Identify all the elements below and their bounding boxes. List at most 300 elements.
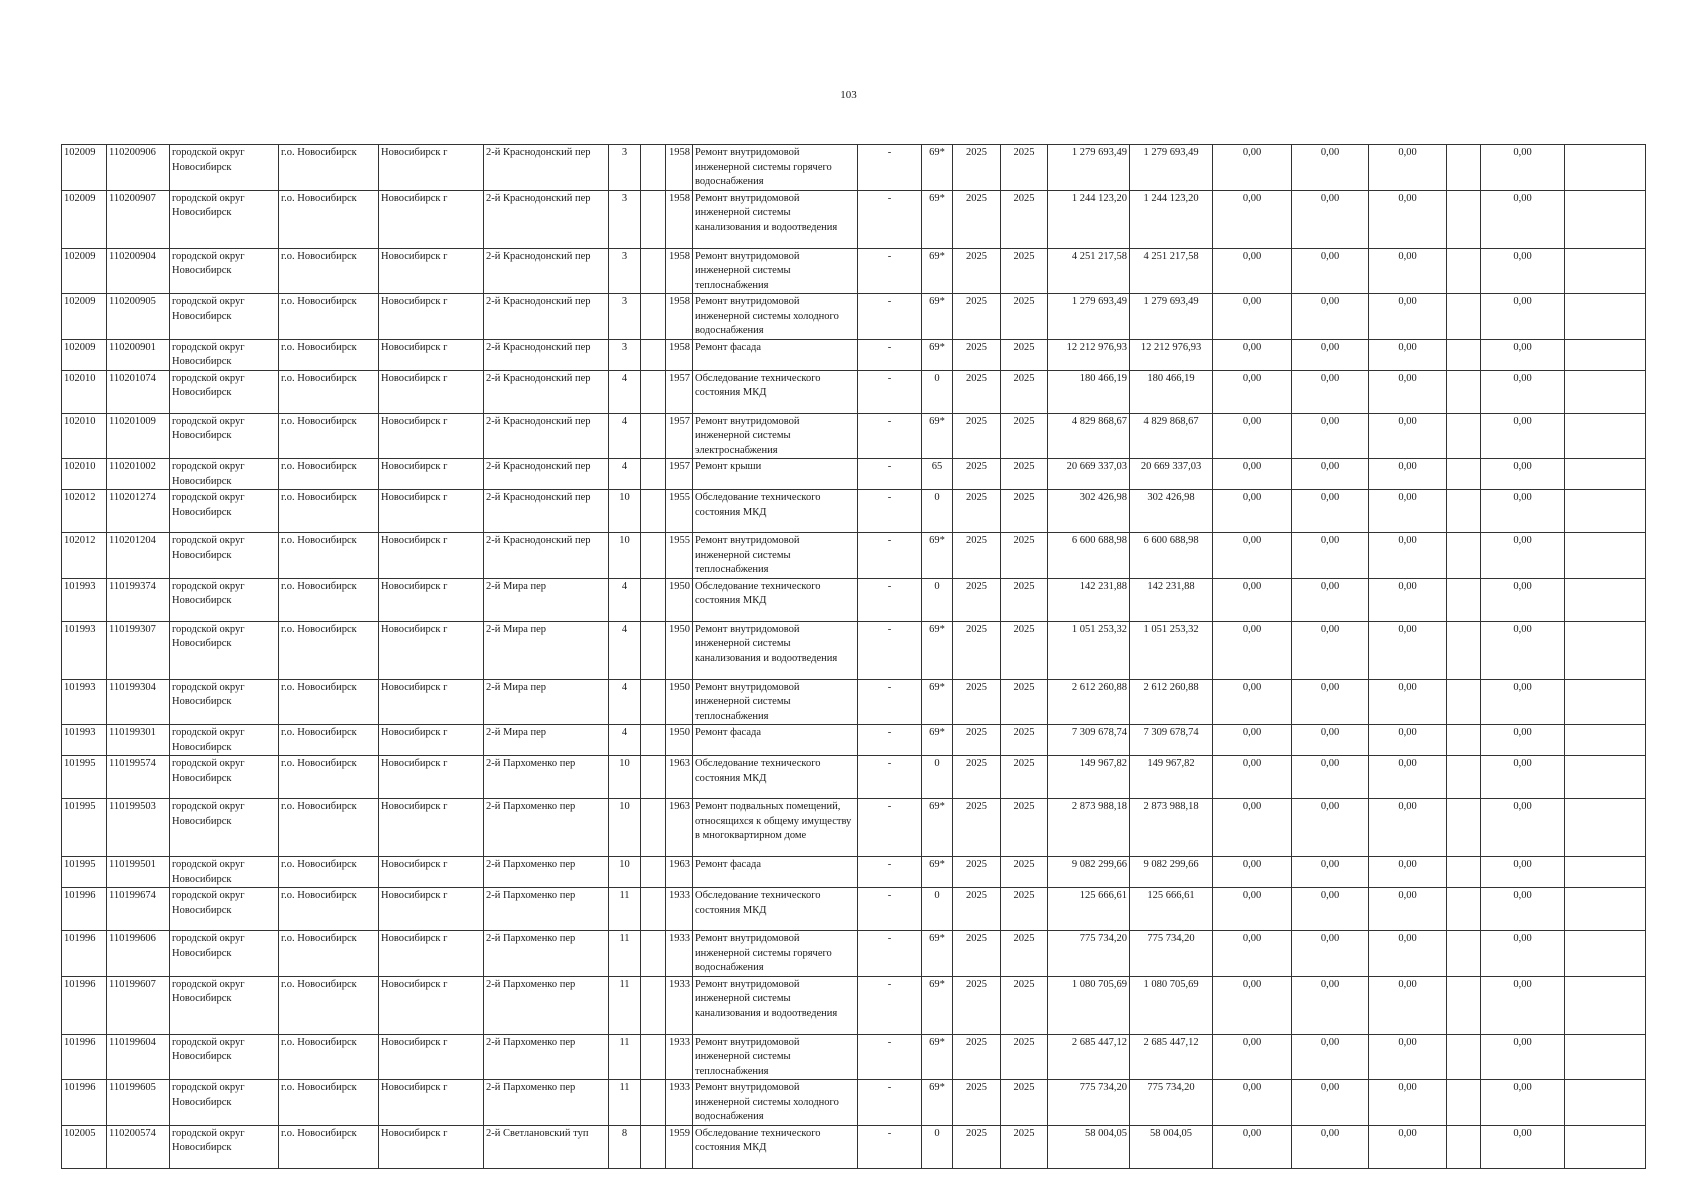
cell-total-cost: 4 251 217,58 [1048,248,1130,294]
cell-work-type: Ремонт внутридомовой инженерной системы канализования и водоотведения [693,190,858,248]
cell-house-number: 10 [609,533,641,579]
cell-housing [641,578,666,621]
cell-district: г.о. Новосибирск [279,1080,379,1126]
cell-housing [641,145,666,191]
cell-end-year: 2025 [1001,931,1048,977]
cell-work-type: Ремонт внутридомовой инженерной системы теплоснабжения [693,533,858,579]
cell-wear-percent: 69* [922,145,953,191]
cell-work-type: Ремонт подвальных помещений, относящихся к общему имуществу в многоквартирном доме [693,799,858,857]
cell-street: 2-й Краснодонский пер [484,459,609,490]
cell-street: 2-й Пархоменко пер [484,888,609,931]
cell-reserve [1447,621,1481,679]
cell-note [1565,413,1646,459]
cell-owners-funds: 0,00 [1481,190,1565,248]
cell-house-number: 11 [609,976,641,1034]
cell-total-cost: 775 734,20 [1048,931,1130,977]
cell-budget-regional: 0,00 [1292,888,1369,931]
cell-house-number: 4 [609,459,641,490]
cell-start-year: 2025 [953,756,1001,799]
cell-work-id: 110200905 [107,294,170,340]
cell-municipality: городской округ Новосибирск [170,248,279,294]
cell-start-year: 2025 [953,857,1001,888]
cell-work-type: Ремонт внутридомовой инженерной системы теплоснабжения [693,1034,858,1080]
cell-owners-funds: 0,00 [1481,1034,1565,1080]
cell-end-year: 2025 [1001,1080,1048,1126]
cell-start-year: 2025 [953,1034,1001,1080]
cell-reserve [1447,533,1481,579]
cell-fund-cost: 125 666,61 [1130,888,1213,931]
cell-municipality: городской округ Новосибирск [170,679,279,725]
cell-budget-local: 0,00 [1369,799,1447,857]
cell-start-year: 2025 [953,1125,1001,1168]
cell-owners-funds: 0,00 [1481,679,1565,725]
cell-start-year: 2025 [953,578,1001,621]
cell-housing [641,756,666,799]
cell-house-number: 4 [609,725,641,756]
cell-owners-funds: 0,00 [1481,459,1565,490]
cell-municipality: городской округ Новосибирск [170,145,279,191]
cell-reserve [1447,1034,1481,1080]
cell-municipality: городской округ Новосибирск [170,370,279,413]
cell-street: 2-й Пархоменко пер [484,756,609,799]
cell-unit: - [858,621,922,679]
cell-city: Новосибирск г [379,248,484,294]
cell-work-id: 110199574 [107,756,170,799]
table-row [62,725,1646,756]
cell-municipality: городской округ Новосибирск [170,756,279,799]
cell-budget-federal: 0,00 [1213,339,1292,370]
cell-budget-regional: 0,00 [1292,799,1369,857]
cell-fund-cost: 775 734,20 [1130,931,1213,977]
cell-city: Новосибирск г [379,621,484,679]
table-row [62,976,1646,1034]
cell-year-built: 1963 [666,799,693,857]
cell-budget-local: 0,00 [1369,459,1447,490]
cell-work-id: 110201204 [107,533,170,579]
cell-municipality: городской округ Новосибирск [170,1080,279,1126]
cell-end-year: 2025 [1001,756,1048,799]
cell-unit: - [858,339,922,370]
cell-total-cost: 775 734,20 [1048,1080,1130,1126]
cell-end-year: 2025 [1001,1034,1048,1080]
cell-fund-cost: 302 426,98 [1130,490,1213,533]
cell-work-id: 110199503 [107,799,170,857]
cell-wear-percent: 69* [922,1080,953,1126]
cell-housing [641,533,666,579]
cell-budget-regional: 0,00 [1292,533,1369,579]
cell-reserve [1447,931,1481,977]
cell-note [1565,190,1646,248]
cell-total-cost: 142 231,88 [1048,578,1130,621]
cell-budget-federal: 0,00 [1213,888,1292,931]
cell-fund-cost: 149 967,82 [1130,756,1213,799]
cell-budget-local: 0,00 [1369,294,1447,340]
cell-building-id: 102012 [62,490,107,533]
cell-district: г.о. Новосибирск [279,145,379,191]
cell-end-year: 2025 [1001,1125,1048,1168]
cell-wear-percent: 69* [922,799,953,857]
cell-city: Новосибирск г [379,459,484,490]
cell-budget-local: 0,00 [1369,679,1447,725]
cell-district: г.о. Новосибирск [279,1034,379,1080]
cell-house-number: 10 [609,857,641,888]
cell-work-id: 110199607 [107,976,170,1034]
cell-owners-funds: 0,00 [1481,931,1565,977]
cell-note [1565,857,1646,888]
cell-unit: - [858,756,922,799]
cell-building-id: 102012 [62,533,107,579]
cell-budget-federal: 0,00 [1213,931,1292,977]
cell-work-id: 110200574 [107,1125,170,1168]
cell-start-year: 2025 [953,1080,1001,1126]
cell-year-built: 1958 [666,248,693,294]
cell-budget-regional: 0,00 [1292,413,1369,459]
registry-table-body [62,145,1646,1169]
cell-budget-federal: 0,00 [1213,490,1292,533]
cell-budget-federal: 0,00 [1213,190,1292,248]
cell-budget-regional: 0,00 [1292,1080,1369,1126]
cell-fund-cost: 180 466,19 [1130,370,1213,413]
cell-note [1565,294,1646,340]
cell-municipality: городской округ Новосибирск [170,533,279,579]
cell-owners-funds: 0,00 [1481,413,1565,459]
cell-budget-local: 0,00 [1369,888,1447,931]
cell-fund-cost: 1 279 693,49 [1130,294,1213,340]
cell-end-year: 2025 [1001,413,1048,459]
cell-housing [641,339,666,370]
cell-fund-cost: 2 685 447,12 [1130,1034,1213,1080]
cell-budget-federal: 0,00 [1213,679,1292,725]
cell-budget-federal: 0,00 [1213,370,1292,413]
cell-note [1565,339,1646,370]
cell-fund-cost: 6 600 688,98 [1130,533,1213,579]
cell-year-built: 1958 [666,190,693,248]
table-row [62,294,1646,340]
cell-work-id: 110199674 [107,888,170,931]
cell-budget-regional: 0,00 [1292,857,1369,888]
cell-street: 2-й Пархоменко пер [484,799,609,857]
cell-wear-percent: 69* [922,976,953,1034]
cell-end-year: 2025 [1001,459,1048,490]
cell-budget-federal: 0,00 [1213,1034,1292,1080]
cell-year-built: 1959 [666,1125,693,1168]
table-row [62,799,1646,857]
cell-reserve [1447,459,1481,490]
cell-housing [641,1125,666,1168]
cell-owners-funds: 0,00 [1481,490,1565,533]
cell-district: г.о. Новосибирск [279,679,379,725]
cell-wear-percent: 0 [922,578,953,621]
cell-budget-local: 0,00 [1369,248,1447,294]
cell-owners-funds: 0,00 [1481,248,1565,294]
cell-year-built: 1933 [666,1080,693,1126]
cell-end-year: 2025 [1001,578,1048,621]
cell-district: г.о. Новосибирск [279,370,379,413]
cell-owners-funds: 0,00 [1481,976,1565,1034]
cell-wear-percent: 65 [922,459,953,490]
cell-end-year: 2025 [1001,490,1048,533]
cell-work-id: 110199301 [107,725,170,756]
cell-budget-federal: 0,00 [1213,459,1292,490]
table-row [62,248,1646,294]
cell-street: 2-й Пархоменко пер [484,1080,609,1126]
cell-work-id: 110199501 [107,857,170,888]
cell-fund-cost: 1 080 705,69 [1130,976,1213,1034]
cell-reserve [1447,370,1481,413]
cell-start-year: 2025 [953,533,1001,579]
cell-end-year: 2025 [1001,339,1048,370]
cell-house-number: 8 [609,1125,641,1168]
cell-owners-funds: 0,00 [1481,621,1565,679]
cell-budget-local: 0,00 [1369,533,1447,579]
cell-year-built: 1958 [666,145,693,191]
cell-owners-funds: 0,00 [1481,1080,1565,1126]
cell-street: 2-й Краснодонский пер [484,190,609,248]
cell-reserve [1447,857,1481,888]
cell-note [1565,1034,1646,1080]
cell-fund-cost: 1 051 253,32 [1130,621,1213,679]
cell-budget-regional: 0,00 [1292,145,1369,191]
cell-work-id: 110199605 [107,1080,170,1126]
cell-total-cost: 4 829 868,67 [1048,413,1130,459]
cell-city: Новосибирск г [379,339,484,370]
cell-municipality: городской округ Новосибирск [170,857,279,888]
cell-housing [641,413,666,459]
cell-housing [641,976,666,1034]
cell-wear-percent: 69* [922,533,953,579]
cell-fund-cost: 1 244 123,20 [1130,190,1213,248]
cell-city: Новосибирск г [379,799,484,857]
cell-reserve [1447,1080,1481,1126]
cell-total-cost: 58 004,05 [1048,1125,1130,1168]
cell-reserve [1447,339,1481,370]
cell-building-id: 102010 [62,413,107,459]
cell-wear-percent: 69* [922,621,953,679]
cell-budget-federal: 0,00 [1213,578,1292,621]
cell-budget-local: 0,00 [1369,1080,1447,1126]
cell-total-cost: 1 051 253,32 [1048,621,1130,679]
cell-street: 2-й Мира пер [484,578,609,621]
cell-district: г.о. Новосибирск [279,533,379,579]
cell-year-built: 1957 [666,370,693,413]
cell-fund-cost: 7 309 678,74 [1130,725,1213,756]
cell-wear-percent: 0 [922,1125,953,1168]
cell-building-id: 102009 [62,339,107,370]
cell-municipality: городской округ Новосибирск [170,1034,279,1080]
cell-total-cost: 2 685 447,12 [1048,1034,1130,1080]
cell-budget-federal: 0,00 [1213,294,1292,340]
cell-wear-percent: 69* [922,248,953,294]
cell-end-year: 2025 [1001,799,1048,857]
cell-municipality: городской округ Новосибирск [170,294,279,340]
cell-city: Новосибирск г [379,294,484,340]
table-row [62,1034,1646,1080]
cell-building-id: 101995 [62,857,107,888]
cell-municipality: городской округ Новосибирск [170,976,279,1034]
table-row [62,1125,1646,1168]
cell-budget-federal: 0,00 [1213,756,1292,799]
cell-reserve [1447,679,1481,725]
cell-year-built: 1950 [666,679,693,725]
cell-year-built: 1950 [666,621,693,679]
cell-district: г.о. Новосибирск [279,459,379,490]
cell-start-year: 2025 [953,339,1001,370]
cell-budget-regional: 0,00 [1292,679,1369,725]
cell-total-cost: 2 612 260,88 [1048,679,1130,725]
cell-work-type: Ремонт внутридомовой инженерной системы горячего водоснабжения [693,931,858,977]
cell-work-id: 110199304 [107,679,170,725]
cell-work-type: Обследование технического состояния МКД [693,578,858,621]
cell-building-id: 102009 [62,145,107,191]
cell-unit: - [858,1034,922,1080]
cell-budget-federal: 0,00 [1213,413,1292,459]
cell-end-year: 2025 [1001,857,1048,888]
cell-start-year: 2025 [953,248,1001,294]
cell-street: 2-й Мира пер [484,679,609,725]
cell-start-year: 2025 [953,190,1001,248]
cell-total-cost: 149 967,82 [1048,756,1130,799]
cell-building-id: 101993 [62,578,107,621]
cell-budget-local: 0,00 [1369,339,1447,370]
cell-district: г.о. Новосибирск [279,725,379,756]
cell-budget-regional: 0,00 [1292,190,1369,248]
cell-budget-local: 0,00 [1369,145,1447,191]
cell-budget-local: 0,00 [1369,370,1447,413]
cell-start-year: 2025 [953,370,1001,413]
cell-district: г.о. Новосибирск [279,799,379,857]
cell-building-id: 101993 [62,725,107,756]
cell-city: Новосибирск г [379,725,484,756]
cell-municipality: городской округ Новосибирск [170,339,279,370]
cell-budget-local: 0,00 [1369,190,1447,248]
cell-year-built: 1963 [666,857,693,888]
cell-street: 2-й Краснодонский пер [484,339,609,370]
cell-note [1565,370,1646,413]
cell-house-number: 11 [609,1080,641,1126]
cell-work-id: 110200904 [107,248,170,294]
table-row [62,533,1646,579]
cell-street: 2-й Краснодонский пер [484,413,609,459]
cell-start-year: 2025 [953,725,1001,756]
cell-unit: - [858,931,922,977]
cell-housing [641,679,666,725]
cell-owners-funds: 0,00 [1481,857,1565,888]
cell-housing [641,370,666,413]
cell-budget-local: 0,00 [1369,621,1447,679]
cell-wear-percent: 69* [922,190,953,248]
cell-unit: - [858,294,922,340]
cell-year-built: 1955 [666,533,693,579]
cell-total-cost: 7 309 678,74 [1048,725,1130,756]
cell-year-built: 1933 [666,1034,693,1080]
cell-work-type: Ремонт внутридомовой инженерной системы горячего водоснабжения [693,145,858,191]
cell-budget-federal: 0,00 [1213,145,1292,191]
cell-work-id: 110199307 [107,621,170,679]
cell-total-cost: 9 082 299,66 [1048,857,1130,888]
cell-start-year: 2025 [953,294,1001,340]
cell-budget-regional: 0,00 [1292,339,1369,370]
cell-end-year: 2025 [1001,248,1048,294]
cell-unit: - [858,190,922,248]
cell-budget-regional: 0,00 [1292,370,1369,413]
cell-district: г.о. Новосибирск [279,1125,379,1168]
cell-building-id: 101996 [62,931,107,977]
cell-city: Новосибирск г [379,190,484,248]
cell-building-id: 101995 [62,799,107,857]
cell-budget-federal: 0,00 [1213,533,1292,579]
cell-year-built: 1933 [666,976,693,1034]
cell-work-type: Ремонт внутридомовой инженерной системы холодного водоснабжения [693,1080,858,1126]
cell-reserve [1447,725,1481,756]
cell-budget-regional: 0,00 [1292,490,1369,533]
cell-end-year: 2025 [1001,145,1048,191]
table-row [62,679,1646,725]
cell-district: г.о. Новосибирск [279,294,379,340]
cell-fund-cost: 2 873 988,18 [1130,799,1213,857]
cell-end-year: 2025 [1001,294,1048,340]
cell-house-number: 10 [609,799,641,857]
cell-work-id: 110201274 [107,490,170,533]
cell-building-id: 102009 [62,190,107,248]
cell-total-cost: 12 212 976,93 [1048,339,1130,370]
cell-start-year: 2025 [953,490,1001,533]
cell-note [1565,533,1646,579]
cell-district: г.о. Новосибирск [279,857,379,888]
table-row [62,888,1646,931]
cell-fund-cost: 1 279 693,49 [1130,145,1213,191]
cell-owners-funds: 0,00 [1481,799,1565,857]
cell-housing [641,888,666,931]
cell-work-type: Ремонт фасада [693,339,858,370]
cell-wear-percent: 69* [922,725,953,756]
cell-building-id: 102005 [62,1125,107,1168]
table-row [62,931,1646,977]
cell-street: 2-й Краснодонский пер [484,294,609,340]
cell-total-cost: 125 666,61 [1048,888,1130,931]
table-row [62,756,1646,799]
cell-budget-local: 0,00 [1369,756,1447,799]
cell-owners-funds: 0,00 [1481,294,1565,340]
cell-reserve [1447,578,1481,621]
cell-city: Новосибирск г [379,888,484,931]
cell-start-year: 2025 [953,679,1001,725]
cell-budget-federal: 0,00 [1213,799,1292,857]
cell-work-type: Обследование технического состояния МКД [693,490,858,533]
cell-budget-regional: 0,00 [1292,459,1369,490]
cell-housing [641,190,666,248]
cell-reserve [1447,799,1481,857]
table-row [62,857,1646,888]
cell-house-number: 3 [609,190,641,248]
cell-city: Новосибирск г [379,931,484,977]
cell-house-number: 4 [609,413,641,459]
cell-year-built: 1957 [666,459,693,490]
table-row [62,578,1646,621]
cell-budget-local: 0,00 [1369,976,1447,1034]
cell-housing [641,621,666,679]
cell-reserve [1447,190,1481,248]
cell-street: 2-й Краснодонский пер [484,145,609,191]
cell-house-number: 11 [609,888,641,931]
cell-budget-local: 0,00 [1369,931,1447,977]
cell-street: 2-й Пархоменко пер [484,976,609,1034]
cell-building-id: 101993 [62,679,107,725]
cell-work-id: 110201074 [107,370,170,413]
cell-district: г.о. Новосибирск [279,413,379,459]
cell-district: г.о. Новосибирск [279,976,379,1034]
cell-note [1565,578,1646,621]
cell-municipality: городской округ Новосибирск [170,490,279,533]
